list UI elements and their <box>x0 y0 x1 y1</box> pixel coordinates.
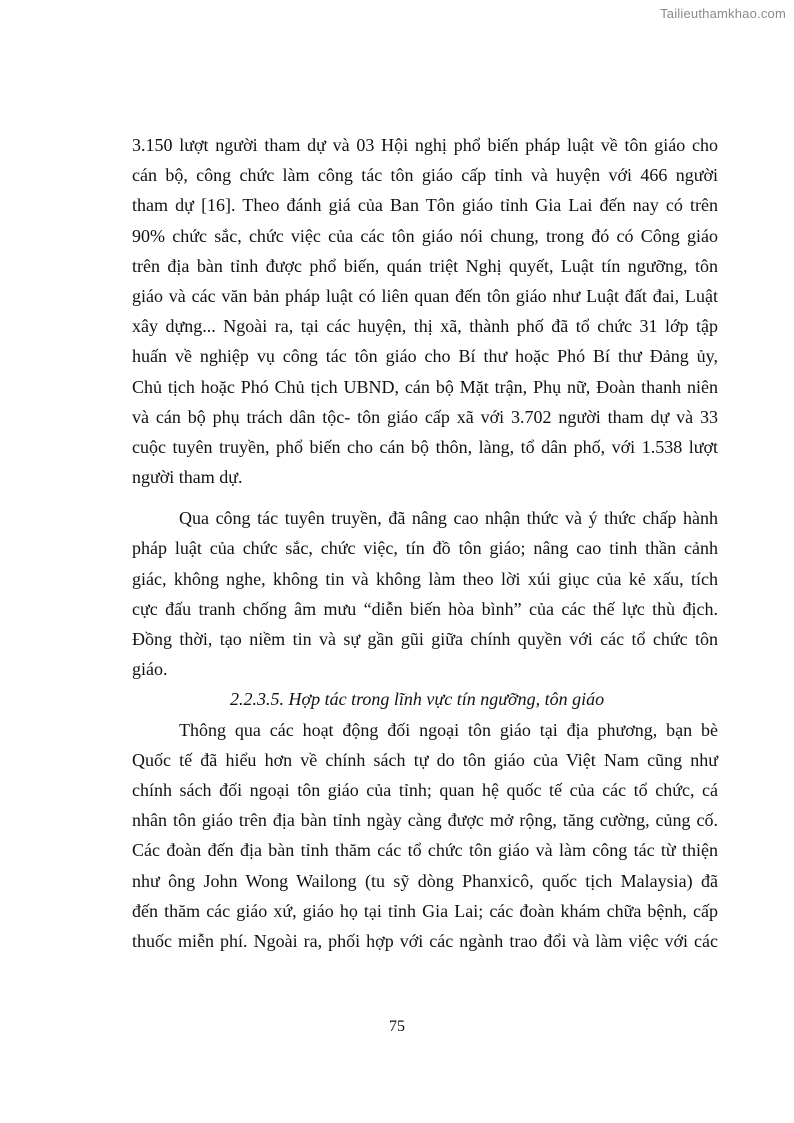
text-line: tham dự [16]. Theo đánh giá của Ban Tôn giáo tỉnh Gia Lai đến nay có trên <box>132 195 718 216</box>
text-line: giáo. <box>132 659 168 680</box>
page-number: 75 <box>389 1018 405 1035</box>
text-line: nhân tôn giáo trên địa bàn tỉnh ngày càng được mở rộng, tăng cường, củng cố. <box>132 810 718 831</box>
text-line: và cán bộ phụ trách dân tộc- tôn giáo cấp xã với 3.702 người tham dự và 33 <box>132 406 718 427</box>
text-line: Qua công tác tuyên truyền, đã nâng cao nhận thức và ý thức chấp hành <box>179 508 718 529</box>
text-line: cuộc tuyên truyền, phổ biến cho cán bộ thôn, làng, tổ dân phố, với 1.538 lượt <box>132 436 718 457</box>
text-line: 90% chức sắc, chức việc của các tôn giáo nói chung, trong đó có Công giáo <box>132 225 718 246</box>
text-line: người tham dự. <box>132 467 243 488</box>
watermark-text: Tailieuthamkhao.com <box>660 6 786 21</box>
text-line: huấn về nghiệp vụ công tác tôn giáo cho Bí thư hoặc Phó Bí thư Đảng ủy, <box>132 346 718 367</box>
text-line: Đồng thời, tạo niềm tin và sự gần gũi giữa chính quyền với các tổ chức tôn <box>132 629 718 649</box>
text-line: Chủ tịch hoặc Phó Chủ tịch UBND, cán bộ Mặt trận, Phụ nữ, Đoàn thanh niên <box>132 376 718 397</box>
paragraph-spacer <box>132 492 718 503</box>
text-line: chính sách đối ngoại tôn giáo của tỉnh; quan hệ quốc tế của các tổ chức, cá <box>132 779 718 800</box>
text-line: 3.150 lượt người tham dự và 03 Hội nghị phổ biến pháp luật về tôn giáo cho <box>132 135 718 155</box>
text-line: đến thăm các giáo xứ, giáo họ tại tỉnh Gia Lai; các đoàn khám chữa bệnh, cấp <box>132 900 718 921</box>
text-line: trên địa bàn tỉnh được phổ biến, quán triệt Nghị quyết, Luật tín ngưỡng, tôn <box>132 255 718 276</box>
document-body <box>132 130 718 956</box>
text-line: Quốc tế đã hiểu hơn về chính sách tự do tôn giáo của Việt Nam cũng như <box>132 749 718 770</box>
paragraph-2 <box>132 503 718 684</box>
text-line: Thông qua các hoạt động đối ngoại tôn giáo tại địa phương, bạn bè <box>179 719 718 740</box>
text-line: cực đấu tranh chống âm mưu “diễn biến hòa bình” của các thế lực thù địch. <box>132 598 718 619</box>
text-line: như ông John Wong Wailong (tu sỹ dòng Phanxicô, quốc tịch Malaysia) đã <box>132 870 718 891</box>
paragraph-1 <box>132 130 718 492</box>
section-heading: 2.2.3.5. Hợp tác trong lĩnh vực tín ngưỡng, tôn giáo <box>230 689 605 710</box>
text-line: thuốc miễn phí. Ngoài ra, phối hợp với các ngành trao đổi và làm việc với các <box>132 930 718 951</box>
text-line: giác, không nghe, không tin và không làm theo lời xúi giục của kẻ xấu, tích <box>132 568 718 589</box>
text-line: giáo và các văn bản pháp luật có liên quan đến tôn giáo như Luật đất đai, Luật <box>132 285 718 306</box>
text-line: pháp luật của chức sắc, chức việc, tín đồ tôn giáo; nâng cao tinh thần cảnh <box>132 538 718 559</box>
text-line: Các đoàn đến địa bàn tỉnh thăm các tổ chức tôn giáo và làm công tác từ thiện <box>132 840 718 861</box>
text-line: xây dựng... Ngoài ra, tại các huyện, thị xã, thành phố đã tổ chức 31 lớp tập <box>132 316 718 337</box>
text-line: cán bộ, công chức làm công tác tôn giáo cấp tỉnh và huyện với 466 người <box>132 165 718 186</box>
paragraph-3 <box>132 715 718 957</box>
